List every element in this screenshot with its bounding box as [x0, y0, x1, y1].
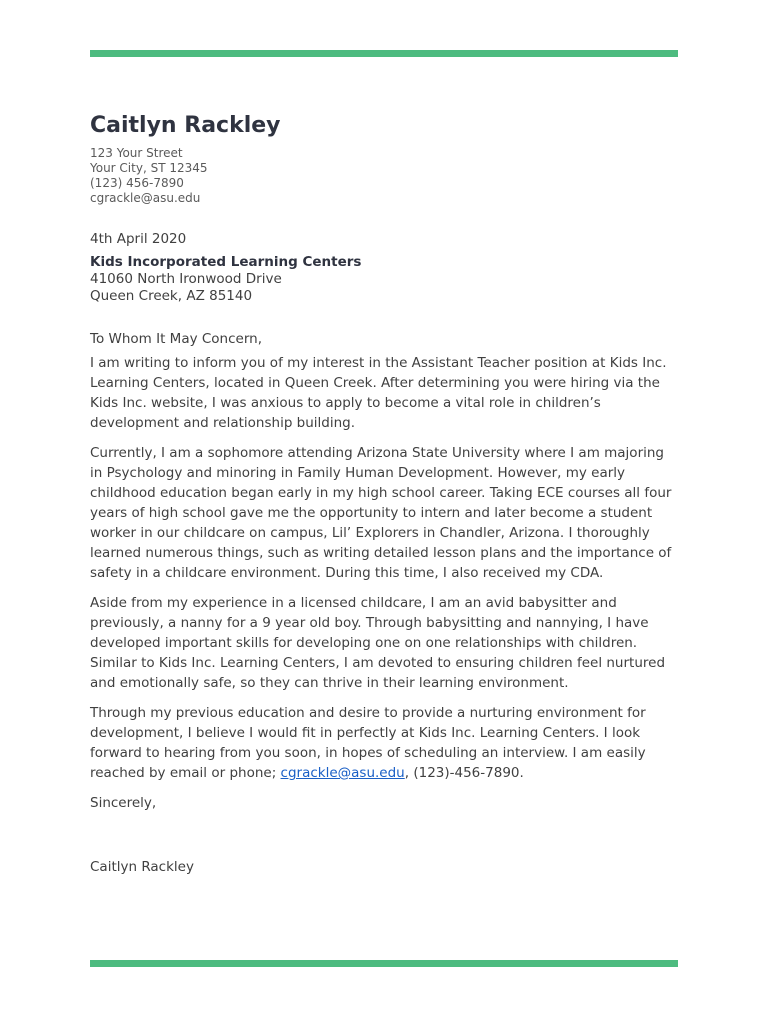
body-paragraph-1: I am writing to inform you of my interest in the Assistant Teacher position at Kids Inc. Learning Centers, located in Queen Creek. After determining you were hiring via the Kids Inc. website, I was anxious to apply to become a vital role in children’s development and relationship building. — [90, 355, 667, 431]
top-accent-rule — [90, 50, 678, 57]
sender-name: Caitlyn Rackley — [90, 113, 281, 138]
final-paragraph-phone: , (123)-456-7890. — [404, 765, 524, 781]
closing: Sincerely, — [90, 795, 157, 811]
sender-contact-block — [90, 146, 680, 206]
recipient-block — [90, 254, 680, 305]
signature-name: Caitlyn Rackley — [90, 859, 194, 875]
bottom-accent-rule — [90, 960, 678, 967]
recipient-organization: Kids Incorporated Learning Centers — [90, 254, 362, 270]
body-paragraph-2: Currently, I am a sophomore attending Arizona State University where I am majoring in Psychology and minoring in Family Human Development. However, my early childhood education began early in my high school career. Taking ECE courses all four years of high school gave me the opportunity to intern and later become a student worker in our childcare on campus, Lil’ Explorers in Chandler, Arizona. I thoroughly learned numerous things, such as writing detailed lesson plans and the importance of safety in a childcare environment. During this time, I also received my CDA. — [90, 445, 672, 581]
final-paragraph-text: Through my previous education and desire to provide a nurturing environment for development, I believe I would fit in perfectly at Kids Inc. Learning Centers. I look forward to hearing from you soon, in hopes of scheduling an interview. I am easily reached by email or phone; — [90, 705, 646, 781]
sender-city: Your City, ST 12345 — [90, 161, 208, 175]
sender-phone: (123) 456-7890 — [90, 176, 184, 190]
recipient-street: 41060 North Ironwood Drive — [90, 271, 282, 287]
sender-email: cgrackle@asu.edu — [90, 191, 201, 205]
recipient-city: Queen Creek, AZ 85140 — [90, 288, 253, 304]
letter-date: 4th April 2020 — [90, 231, 187, 247]
body-paragraph-4 — [90, 703, 680, 783]
cover-letter — [90, 112, 680, 877]
email-link[interactable]: cgrackle@asu.edu — [280, 765, 405, 781]
sender-street: 123 Your Street — [90, 146, 183, 160]
body-paragraph-3: Aside from my experience in a licensed childcare, I am an avid babysitter and previously, a nanny for a 9 year old boy. Through babysitting and nannying, I have developed important skills for developing one on one relationships with children. Similar to Kids Inc. Learning Centers, I am devoted to ensuring children feel nurtured and emotionally safe, so they can thrive in their learning environment. — [90, 595, 666, 691]
salutation: To Whom It May Concern, — [90, 331, 263, 347]
